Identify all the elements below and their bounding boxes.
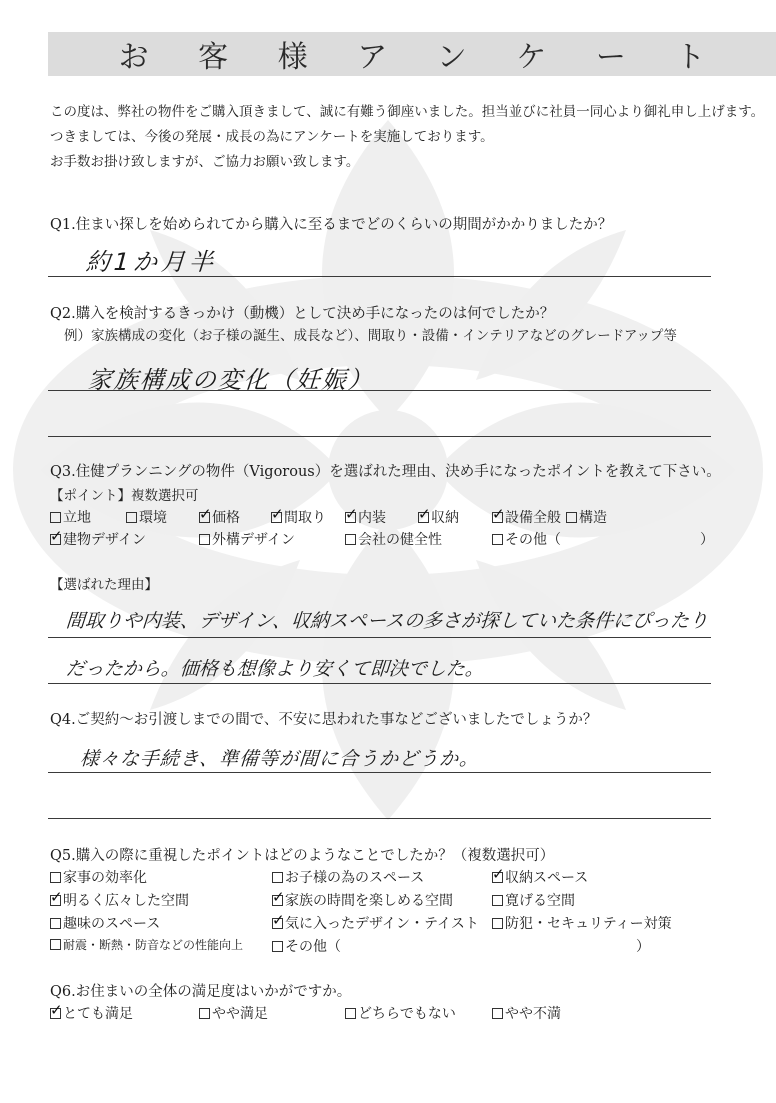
q3-option-floor-plan[interactable]: ✓ 間取り bbox=[271, 504, 326, 526]
q3-reason-rule-1 bbox=[48, 637, 711, 638]
checkbox-icon[interactable] bbox=[199, 1008, 210, 1019]
checkbox-icon[interactable] bbox=[492, 534, 503, 545]
checkbox-icon[interactable] bbox=[345, 534, 356, 545]
q6-question: Q6.お住まいの全体の満足度はいかがですか。 bbox=[50, 984, 352, 1000]
q4-answer-line-1 bbox=[48, 772, 711, 773]
q4-question: Q4.ご契約～お引渡しまでの間で、不安に思われた事などございましたでしょうか？ bbox=[50, 712, 598, 728]
q5-option-storage-space[interactable]: ✓ 収納スペース bbox=[492, 864, 589, 886]
checkbox-icon[interactable] bbox=[50, 939, 61, 950]
q5-option-hobby-space[interactable]: 趣味のスペース bbox=[50, 913, 160, 933]
title-bar bbox=[48, 32, 776, 76]
checkbox-icon[interactable] bbox=[272, 872, 283, 883]
check-mark-icon: ✓ bbox=[418, 504, 431, 523]
checkbox-icon[interactable] bbox=[492, 864, 505, 883]
checkbox-icon[interactable] bbox=[199, 534, 210, 545]
q5-option-other[interactable]: その他（ bbox=[272, 936, 341, 956]
q6-option-very-satisfied[interactable]: ✓ とても満足 bbox=[50, 1000, 133, 1022]
checkbox-icon[interactable] bbox=[566, 512, 577, 523]
checkbox-icon[interactable] bbox=[492, 918, 503, 929]
q5-option-design-taste[interactable]: ✓ 気に入ったデザイン・テイスト bbox=[272, 910, 479, 932]
checkbox-icon[interactable] bbox=[50, 1000, 63, 1019]
q4-answer: 様々な手続き、準備等が間に合うかどうか。 bbox=[79, 748, 480, 770]
q3-option-interior[interactable]: ✓ 内装 bbox=[345, 504, 386, 526]
checkbox-icon[interactable] bbox=[492, 895, 503, 906]
check-mark-icon: ✓ bbox=[199, 504, 212, 523]
q3-option-other[interactable]: その他（ bbox=[492, 529, 561, 549]
q5-question: Q5.購入の際に重視したポイントはどのようなことでしたか？（複数選択可） bbox=[50, 848, 555, 864]
check-mark-icon: ✓ bbox=[50, 526, 63, 545]
intro-line-3: お手数お掛け致しますが、ご協力お願い致します。 bbox=[50, 154, 360, 170]
q3-reason-line-1: 間取りや内装、デザイン、収納スペースの多さが探していた条件にぴったり bbox=[65, 610, 709, 632]
q3-option-company-soundness[interactable]: 会社の健全性 bbox=[345, 529, 442, 549]
check-mark-icon: ✓ bbox=[271, 504, 284, 523]
q3-option-price[interactable]: ✓ 価格 bbox=[199, 504, 240, 526]
q3-option-environment[interactable]: 環境 bbox=[126, 507, 167, 527]
q1-answer: 約1か月半 bbox=[84, 248, 219, 276]
q2-answer: 家族構成の変化（妊娠） bbox=[86, 366, 375, 394]
checkbox-icon[interactable] bbox=[272, 941, 283, 952]
check-mark-icon: ✓ bbox=[492, 864, 505, 883]
checkbox-icon[interactable] bbox=[272, 887, 285, 906]
q2-answer-line-1 bbox=[48, 390, 711, 391]
checkbox-icon[interactable] bbox=[126, 512, 137, 523]
checkbox-icon[interactable] bbox=[492, 504, 505, 523]
q5-option-kids-space[interactable]: お子様の為のスペース bbox=[272, 867, 424, 887]
checkbox-icon[interactable] bbox=[199, 504, 212, 523]
checkbox-icon[interactable] bbox=[50, 512, 61, 523]
intro-line-1: この度は、弊社の物件をご購入頂きまして、誠に有難う御座いました。担当並びに社員一同心より御礼申し上げます。 bbox=[50, 104, 765, 120]
check-mark-icon: ✓ bbox=[345, 504, 358, 523]
q6-option-neutral[interactable]: どちらでもない bbox=[345, 1003, 456, 1023]
checkbox-icon[interactable] bbox=[492, 1008, 503, 1019]
q3-other-close: ） bbox=[700, 532, 714, 548]
intro-line-2: つきましては、今後の発展・成長の為にアンケートを実施しております。 bbox=[50, 129, 494, 145]
check-mark-icon: ✓ bbox=[272, 887, 285, 906]
check-mark-icon: ✓ bbox=[50, 887, 63, 906]
q3-reason-line-2: だったから。価格も想像より安くて即決でした。 bbox=[65, 658, 485, 680]
checkbox-icon[interactable] bbox=[50, 872, 61, 883]
checkbox-icon[interactable] bbox=[345, 1008, 356, 1019]
check-mark-icon: ✓ bbox=[272, 910, 285, 929]
q5-option-family-time[interactable]: ✓ 家族の時間を楽しめる空間 bbox=[272, 887, 453, 909]
checkbox-icon[interactable] bbox=[345, 504, 358, 523]
check-mark-icon: ✓ bbox=[492, 504, 505, 523]
checkbox-icon[interactable] bbox=[271, 504, 284, 523]
checkbox-icon[interactable] bbox=[418, 504, 431, 523]
checkbox-icon[interactable] bbox=[50, 887, 63, 906]
q5-option-security[interactable]: 防犯・セキュリティー対策 bbox=[492, 913, 672, 933]
page-title: お 客 様 ア ン ケ ー ト bbox=[118, 40, 726, 75]
q3-reason-rule-2 bbox=[48, 683, 711, 684]
q3-option-location[interactable]: 立地 bbox=[50, 507, 91, 527]
checkbox-icon[interactable] bbox=[50, 526, 63, 545]
q5-other-close: ） bbox=[636, 939, 650, 955]
q3-question: Q3.住健プランニングの物件（Vigorous）を選ばれた理由、決め手になったポイントを教えて下さい。 bbox=[50, 464, 721, 480]
q3-option-equipment[interactable]: ✓ 設備全般 bbox=[492, 504, 561, 526]
q3-reason-label: 【選ばれた理由】 bbox=[50, 577, 158, 593]
q5-option-performance[interactable]: 耐震・断熱・防音などの性能向上 bbox=[50, 936, 243, 953]
q4-answer-line-2 bbox=[48, 818, 711, 819]
q2-answer-line-2 bbox=[48, 436, 711, 437]
q2-question: Q2.購入を検討するきっかけ（動機）として決め手になったのは何でしたか？ bbox=[50, 306, 555, 322]
q3-option-storage[interactable]: ✓ 収納 bbox=[418, 504, 459, 526]
q3-points-label: 【ポイント】複数選択可 bbox=[50, 488, 199, 504]
intro-text bbox=[50, 100, 764, 175]
check-mark-icon: ✓ bbox=[50, 1000, 63, 1019]
q3-option-exterior-design[interactable]: 外構デザイン bbox=[199, 529, 295, 549]
checkbox-icon[interactable] bbox=[272, 910, 285, 929]
q1-answer-line bbox=[48, 276, 711, 277]
q6-option-somewhat-dissatisfied[interactable]: やや不満 bbox=[492, 1003, 561, 1023]
q3-option-building-design[interactable]: ✓ 建物デザイン bbox=[50, 526, 147, 548]
q6-option-somewhat-satisfied[interactable]: やや満足 bbox=[199, 1003, 268, 1023]
q5-option-relaxing-space[interactable]: 寛げる空間 bbox=[492, 890, 575, 910]
q1-question: Q1.住まい探しを始められてから購入に至るまでどのくらいの期間がかかりましたか？ bbox=[50, 217, 613, 233]
q2-example: 例）家族構成の変化（お子様の誕生、成長など）、間取り・設備・インテリアなどのグレードアップ等 bbox=[64, 328, 677, 344]
checkbox-icon[interactable] bbox=[50, 918, 61, 929]
q5-option-housework[interactable]: 家事の効率化 bbox=[50, 867, 147, 887]
q3-option-structure[interactable]: 構造 bbox=[566, 507, 607, 527]
q5-option-bright-space[interactable]: ✓ 明るく広々した空間 bbox=[50, 887, 189, 909]
